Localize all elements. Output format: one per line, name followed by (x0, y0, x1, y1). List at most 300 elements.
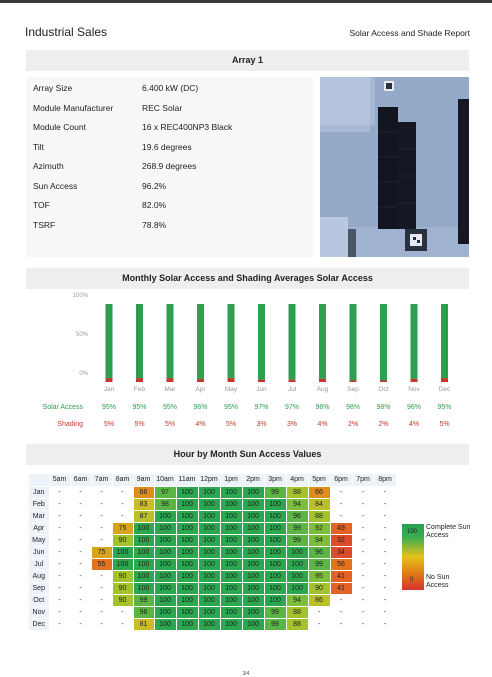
shading-bar (136, 378, 143, 382)
shading-bar (441, 378, 448, 382)
shading-value-label: 4% (317, 421, 328, 428)
info-value: 82.0% (142, 200, 167, 210)
access-value-label: 95% (437, 404, 452, 411)
x-tick-label: Jan (103, 386, 115, 393)
heatmap-cell: 100 (286, 546, 308, 558)
info-value: 16 x REC400NP3 Black (142, 122, 233, 132)
heatmap-cell: - (330, 498, 352, 510)
heatmap-cell: - (330, 486, 352, 498)
heatmap-cell: 100 (133, 582, 154, 594)
heatmap-cell: 41 (330, 570, 352, 582)
access-bar (106, 304, 113, 378)
heatmap-cell: 99 (264, 606, 286, 618)
heatmap-cell: - (352, 606, 374, 618)
heatmap-cell: 100 (154, 510, 176, 522)
heatmap-cell: - (49, 606, 70, 618)
heatmap-row (29, 546, 396, 558)
heatmap-row (29, 510, 396, 522)
heatmap-cell: 100 (154, 522, 176, 534)
heatmap-cell: - (49, 570, 70, 582)
heatmap-cell: - (374, 546, 396, 558)
heatmap-cell: 100 (198, 558, 220, 570)
x-tick-label: Nov (408, 386, 420, 393)
heatmap-cell: - (49, 510, 70, 522)
heatmap-header-row (29, 474, 396, 486)
info-row (26, 138, 313, 157)
heatmap-cell: - (49, 594, 70, 606)
heatmap-cell: 100 (198, 546, 220, 558)
heatmap-cell: - (330, 594, 352, 606)
access-value-label: 95% (132, 404, 147, 411)
heatmap-cell: - (70, 594, 91, 606)
heatmap-cell: 100 (264, 582, 286, 594)
access-bar (289, 304, 296, 380)
hour-header: 11am (176, 474, 198, 486)
heatmap-cell: 32 (330, 534, 352, 546)
heatmap-cell: 100 (264, 510, 286, 522)
y-tick-label: 50% (75, 332, 88, 338)
heatmap-cell: 100 (220, 618, 242, 630)
shading-bar (106, 378, 113, 382)
hour-header: 5pm (308, 474, 330, 486)
heatmap-cell: - (70, 510, 91, 522)
info-value: REC Solar (142, 102, 183, 113)
access-value-label: 96% (315, 404, 330, 411)
heatmap-cell: - (70, 570, 91, 582)
heatmap-cell: 83 (133, 498, 154, 510)
heatmap-cell: 86 (308, 594, 330, 606)
heatmap-cell: - (352, 618, 374, 630)
heatmap-cell: 100 (198, 618, 220, 630)
shading-bar (319, 379, 326, 382)
heatmap-cell: - (91, 486, 112, 498)
heatmap-cell: 100 (242, 534, 264, 546)
heatmap-cell: 100 (242, 582, 264, 594)
heatmap-cell: 87 (133, 510, 154, 522)
heatmap-cell: 75 (112, 522, 133, 534)
shading-bar (289, 380, 296, 382)
heatmap-cell: - (70, 558, 91, 570)
info-label: TOF (33, 200, 50, 210)
access-value-label: 98% (345, 404, 361, 411)
x-tick-label: Jul (287, 386, 297, 393)
heatmap-cell: 100 (220, 498, 242, 510)
heatmap-cell: 100 (242, 618, 264, 630)
heatmap-cell: - (352, 582, 374, 594)
access-bar (258, 304, 265, 380)
heatmap-cell: - (49, 522, 70, 534)
info-row (26, 118, 313, 137)
heatmap-cell: 100 (242, 498, 264, 510)
heatmap-cell: - (70, 582, 91, 594)
heatmap-cell: 49 (330, 522, 352, 534)
heatmap-cell: 100 (176, 618, 198, 630)
heatmap-cell: - (70, 498, 91, 510)
heatmap-cell: 100 (264, 522, 286, 534)
shading-value-label: 5% (164, 421, 176, 428)
heatmap-row (29, 558, 396, 570)
heatmap-cell: 100 (242, 558, 264, 570)
heatmap-cell: 100 (176, 522, 198, 534)
heatmap-cell: - (330, 510, 352, 522)
heatmap-cell: 100 (154, 606, 176, 618)
array-title: Array 1 (26, 50, 469, 71)
x-tick-label: Feb (133, 386, 146, 393)
access-value-label: 95% (101, 404, 117, 411)
x-tick-label: Sep (347, 386, 359, 393)
heatmap-cell: 100 (133, 522, 154, 534)
shading-value-label: 3% (286, 421, 298, 428)
heatmap-cell: 99 (264, 618, 286, 630)
hour-header: 6pm (330, 474, 352, 486)
heatmap-cell: - (91, 498, 112, 510)
heatmap-cell: 100 (154, 594, 176, 606)
heatmap-cell: 90 (112, 582, 133, 594)
heatmap-cell: 100 (220, 594, 242, 606)
access-value-label: 95% (162, 404, 178, 411)
heatmap-cell: 84 (308, 498, 330, 510)
heatmap-cell: 100 (154, 546, 176, 558)
heatmap-cell: 100 (242, 522, 264, 534)
access-bar (411, 304, 418, 379)
access-bar (350, 304, 357, 380)
heatmap-cell: - (91, 606, 112, 618)
heatmap-cell: 55 (91, 558, 112, 570)
heatmap-cell: 100 (154, 534, 176, 546)
heatmap-cell: - (374, 570, 396, 582)
heatmap-row (29, 570, 396, 582)
info-value: 268.9 degrees (142, 161, 197, 171)
heatmap-cell: - (70, 618, 91, 630)
heatmap-cell: 100 (198, 594, 220, 606)
heatmap-cell: 88 (286, 606, 308, 618)
x-tick-label: Aug (316, 386, 329, 393)
info-row (26, 216, 313, 235)
heatmap-cell: 100 (220, 582, 242, 594)
access-bar (319, 304, 326, 379)
heatmap-cell: 100 (264, 558, 286, 570)
heatmap-cell: 100 (220, 546, 242, 558)
heatmap-cell: 75 (91, 546, 112, 558)
access-value-label: 97% (254, 404, 269, 411)
heatmap-cell: 100 (220, 570, 242, 582)
heatmap-cell: 100 (264, 546, 286, 558)
heatmap-row (29, 534, 396, 546)
heatmap-cell: 100 (264, 534, 286, 546)
heatmap-row (29, 498, 396, 510)
heatmap-cell: - (91, 570, 112, 582)
info-row (26, 79, 313, 98)
heatmap-cell: 100 (198, 582, 220, 594)
hour-header: 3pm (264, 474, 286, 486)
heatmap-cell: - (374, 522, 396, 534)
info-row (26, 177, 313, 196)
heatmap-cell: 100 (264, 570, 286, 582)
heatmap-cell: 88 (286, 486, 308, 498)
heatmap-cell: 100 (242, 486, 264, 498)
info-value: 96.2% (142, 180, 167, 191)
heatmap-cell: 95 (308, 570, 330, 582)
heatmap-cell: 92 (308, 522, 330, 534)
heatmap-cell: 90 (112, 570, 133, 582)
shading-value-label: 4% (408, 421, 420, 428)
shading-bar (197, 379, 204, 382)
legend-min-value: 0 (410, 577, 414, 583)
heatmap-cell: - (352, 486, 374, 498)
access-value-label: 98% (376, 404, 391, 411)
heatmap-cell: 100 (220, 510, 242, 522)
heatmap-cell: 100 (198, 570, 220, 582)
heatmap-cell: - (330, 618, 352, 630)
heatmap-cell: 100 (176, 558, 198, 570)
heatmap-cell: 66 (308, 486, 330, 498)
x-tick-label: Apr (195, 386, 206, 393)
heatmap-cell: 100 (286, 558, 308, 570)
heatmap-cell: 100 (112, 558, 133, 570)
shading-bar (258, 380, 265, 382)
hour-header: 9am (133, 474, 154, 486)
shading-value-label: 5% (225, 421, 237, 428)
access-bar (136, 304, 143, 378)
heatmap-cell: 100 (198, 510, 220, 522)
heatmap-cell: 100 (220, 558, 242, 570)
shading-value-label: 5% (439, 421, 450, 428)
info-value: 19.6 degrees (142, 141, 192, 152)
access-value-label: 95% (223, 404, 239, 411)
heatmap-cell: - (374, 594, 396, 606)
shading-bar (167, 378, 174, 382)
hour-header: 12pm (198, 474, 220, 486)
heatmap-cell: - (374, 510, 396, 522)
heatmap-cell: 100 (198, 486, 220, 498)
heatmap-cell: - (374, 558, 396, 570)
heatmap-cell: 100 (264, 594, 286, 606)
heatmap-cell: - (70, 534, 91, 546)
heatmap-cell: 34 (330, 546, 352, 558)
heatmap-cell: - (91, 594, 112, 606)
heatmap-cell: - (70, 486, 91, 498)
heatmap-cell: 100 (154, 618, 176, 630)
shading-bar (380, 380, 387, 382)
roof-photo (320, 77, 469, 257)
heatmap-cell: - (352, 570, 374, 582)
heatmap-cell: - (374, 534, 396, 546)
heatmap-cell: 96 (133, 606, 154, 618)
company-name: Industrial Sales (25, 25, 108, 39)
heatmap-cell: 100 (242, 606, 264, 618)
access-bar (197, 304, 204, 379)
heatmap-cell: - (91, 618, 112, 630)
heatmap-cell: 98 (154, 498, 176, 510)
heatmap-cell: 100 (264, 498, 286, 510)
heatmap-cell: - (352, 594, 374, 606)
heatmap-cell: 97 (154, 486, 176, 498)
info-label: Module Manufacturer (33, 102, 114, 113)
report-title: Solar Access and Shade Report (349, 28, 470, 38)
heatmap-cell: - (374, 618, 396, 630)
info-value: 78.8% (142, 219, 167, 230)
heatmap-cell: 100 (286, 570, 308, 582)
heatmap-cell: 100 (176, 498, 198, 510)
heatmap-cell: - (49, 546, 70, 558)
heatmap-cell: 88 (286, 618, 308, 630)
heatmap-cell: - (308, 618, 330, 630)
heatmap-cell: 100 (176, 582, 198, 594)
heatmap-cell: 100 (198, 498, 220, 510)
heatmap-cell: - (352, 558, 374, 570)
heatmap-cell: 88 (308, 510, 330, 522)
x-tick-label: Jun (256, 386, 267, 393)
heatmap-cell: - (374, 582, 396, 594)
heatmap-cell: 100 (242, 546, 264, 558)
heatmap-cell: 100 (242, 594, 264, 606)
shading-bar (350, 380, 357, 382)
heatmap-cell: - (352, 534, 374, 546)
info-label: Tilt (33, 141, 45, 152)
access-bar (441, 304, 448, 378)
heatmap-cell: - (374, 606, 396, 618)
heatmap-cell: 100 (242, 570, 264, 582)
heatmap-cell: - (112, 498, 133, 510)
heatmap-row (29, 582, 396, 594)
heatmap-cell: 90 (112, 534, 133, 546)
heatmap-cell: 100 (176, 570, 198, 582)
shading-value-label: 3% (256, 421, 267, 428)
heatmap-cell: 94 (286, 594, 308, 606)
access-value-label: 96% (406, 404, 422, 411)
heatmap-cell: - (91, 582, 112, 594)
hour-header: 8am (112, 474, 133, 486)
month-label: May (29, 534, 49, 546)
heatmap-cell: 81 (133, 618, 154, 630)
info-value: 6.400 kW (DC) (142, 83, 199, 93)
heatmap-cell: - (91, 510, 112, 522)
heatmap-cell: - (70, 606, 91, 618)
page-number: 3/4 (242, 671, 250, 677)
shading-value-label: 5% (103, 421, 115, 428)
heatmap-cell: 100 (133, 558, 154, 570)
heatmap-row (29, 486, 396, 498)
x-tick-label: May (224, 386, 238, 393)
heatmap-cell: - (374, 486, 396, 498)
month-label: Apr (29, 522, 49, 534)
heatmap-cell: 100 (220, 606, 242, 618)
heatmap-cell: 100 (242, 510, 264, 522)
heatmap-cell: - (112, 510, 133, 522)
heatmap-cell: 66 (133, 486, 154, 498)
y-tick-label: 100% (72, 293, 88, 299)
info-row (26, 157, 313, 176)
month-label: Mar (29, 510, 49, 522)
shading-value-label: 2% (378, 421, 389, 428)
hour-header: 2pm (242, 474, 264, 486)
month-label: Oct (29, 594, 49, 606)
heatmap-cell: 100 (112, 546, 133, 558)
heatmap-cell: 100 (220, 486, 242, 498)
heatmap-title: Hour by Month Sun Access Values (26, 444, 469, 465)
hour-header: 7am (91, 474, 112, 486)
month-label: Nov (29, 606, 49, 618)
month-label: Aug (29, 570, 49, 582)
hour-header: 10am (154, 474, 176, 486)
heatmap-cell: 100 (176, 606, 198, 618)
array-info-table (26, 77, 313, 257)
access-bar (167, 304, 174, 378)
info-label: Module Count (33, 122, 86, 132)
legend-max-value: 100 (407, 529, 418, 535)
access-value-label: 97% (284, 404, 300, 411)
legend-min-label: No Sun Access (426, 574, 450, 589)
heatmap-cell: 99 (308, 558, 330, 570)
heatmap-cell: 100 (133, 570, 154, 582)
x-tick-label: Mar (164, 386, 176, 393)
heatmap-cell: 100 (133, 534, 154, 546)
x-tick-label: Oct (378, 386, 389, 393)
heatmap-cell: 41 (330, 582, 352, 594)
access-bar (228, 304, 235, 378)
heatmap-cell: 100 (198, 606, 220, 618)
info-row (26, 99, 313, 118)
heatmap-corner (29, 474, 49, 486)
heatmap-cell: 100 (154, 570, 176, 582)
heatmap-cell: 99 (264, 486, 286, 498)
heatmap-cell: 94 (286, 498, 308, 510)
shading-value-label: 4% (195, 421, 206, 428)
heatmap-cell: 90 (112, 594, 133, 606)
top-rule (0, 0, 492, 3)
heatmap-cell: 99 (286, 522, 308, 534)
heatmap-cell: - (352, 522, 374, 534)
heatmap-cell: 100 (220, 534, 242, 546)
shading-bar (411, 379, 418, 382)
hour-header: 6am (70, 474, 91, 486)
heatmap-cell: - (49, 534, 70, 546)
heatmap-cell: - (112, 606, 133, 618)
info-label: Array Size (33, 83, 73, 93)
heatmap-cell: 100 (176, 594, 198, 606)
info-label: TSRF (33, 219, 56, 230)
heatmap-row (29, 594, 396, 606)
monthly-access-chart (26, 290, 469, 430)
hour-header: 4pm (286, 474, 308, 486)
month-label: Feb (29, 498, 49, 510)
heatmap-cell: - (330, 606, 352, 618)
series-name-shading: Shading (57, 421, 83, 428)
heatmap-cell: - (352, 546, 374, 558)
shading-value-label: 5% (134, 421, 145, 428)
x-tick-label: Dec (438, 386, 451, 393)
heatmap-cell: - (49, 498, 70, 510)
heatmap-cell: - (49, 618, 70, 630)
legend-max-label: Complete Sun Access (426, 524, 471, 539)
hour-header: 1pm (220, 474, 242, 486)
month-label: Jul (29, 558, 49, 570)
heatmap-cell: 100 (154, 582, 176, 594)
month-label: Dec (29, 618, 49, 630)
heatmap-cell: - (70, 546, 91, 558)
heatmap-cell: 100 (176, 546, 198, 558)
hour-header: 7pm (352, 474, 374, 486)
heatmap-cell: 94 (308, 534, 330, 546)
heatmap-cell: - (49, 486, 70, 498)
access-bar (380, 304, 387, 380)
heatmap-cell: 100 (176, 534, 198, 546)
month-label: Jun (29, 546, 49, 558)
heatmap-cell: 100 (176, 510, 198, 522)
heatmap-cell: 96 (308, 546, 330, 558)
month-label: Sep (29, 582, 49, 594)
heatmap-row (29, 606, 396, 618)
